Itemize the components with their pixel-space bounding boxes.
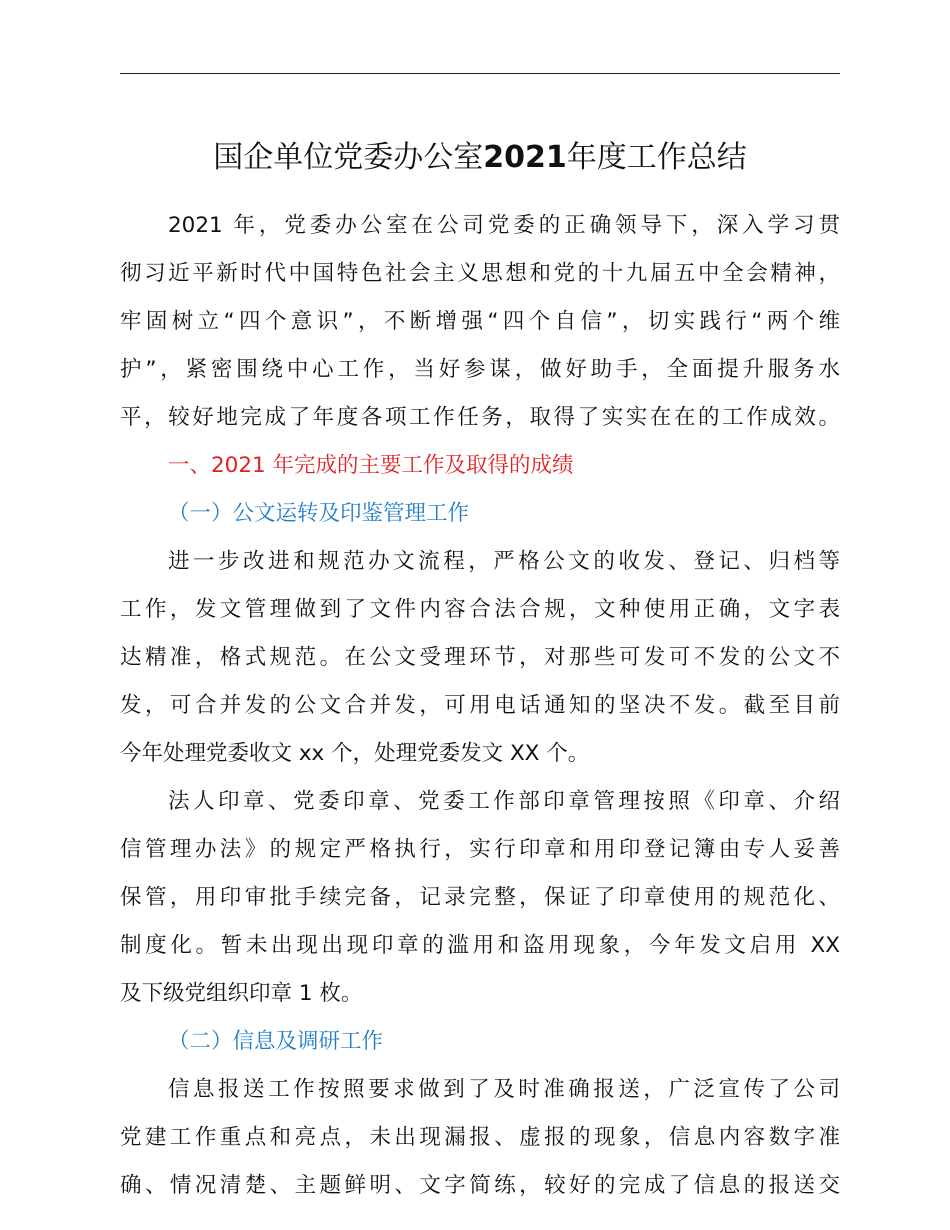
intro-line: 2021 年，党委办公室在公司党委的正确领导下，深入学习贯 <box>168 213 840 238</box>
para1-line: 工作，发文管理做到了文件内容合法合规，文种使用正确，文字表 <box>120 597 840 622</box>
title-text-part2: 年度工作总结 <box>566 140 747 175</box>
intro-line: 护”，紧密围绕中心工作，当好参谋，做好助手，全面提升服务水 <box>120 357 840 382</box>
para2-line: 法人印章、党委印章、党委工作部印章管理按照《印章、介绍 <box>168 789 840 814</box>
document-title <box>120 130 840 186</box>
para3-line: 信息报送工作按照要求做到了及时准确报送，广泛宣传了公司 <box>168 1077 840 1102</box>
para1-line: 发，可合并发的公文合并发，可用电话通知的坚决不发。截至目前 <box>120 693 840 718</box>
header-rule <box>120 73 840 74</box>
para3-line: 确、情况清楚、主题鲜明、文字简练，较好的完成了信息的报送交 <box>120 1173 840 1198</box>
subsection-heading-2: （二）信息及调研工作 <box>168 1029 384 1054</box>
para1-line: 达精准，格式规范。在公文受理环节，对那些可发可不发的公文不 <box>120 645 840 670</box>
subsection-heading-1: （一）公文运转及印鉴管理工作 <box>168 501 470 526</box>
para2-line: 制度化。暂未出现出现印章的滥用和盗用现象，今年发文启用 XX <box>120 933 840 958</box>
section-heading: 一、2021 年完成的主要工作及取得的成绩 <box>168 453 574 478</box>
para2-line: 保管，用印审批手续完备，记录完整，保证了印章使用的规范化、 <box>120 885 840 910</box>
para2-line: 信管理办法》的规定严格执行，实行印章和用印登记簿由专人妥善 <box>120 837 840 862</box>
intro-line: 牢固树立“四个意识”，不断增强“四个自信”，切实践行“两个维 <box>120 309 840 334</box>
intro-line: 平，较好地完成了年度各项工作任务，取得了实实在在的工作成效。 <box>120 405 840 430</box>
para3-line: 党建工作重点和亮点，未出现漏报、虚报的现象，信息内容数字准 <box>120 1125 840 1150</box>
para2-line: 及下级党组织印章 1 枚。 <box>120 981 363 1006</box>
para1-line: 进一步改进和规范办文流程，严格公文的收发、登记、归档等 <box>168 549 840 574</box>
title-text-part1: 国企单位党委办公室 <box>213 140 484 175</box>
intro-line: 彻习近平新时代中国特色社会主义思想和党的十九届五中全会精神， <box>120 261 840 286</box>
para1-line: 今年处理党委收文 xx 个，处理党委发文 XX 个。 <box>120 741 590 766</box>
title-year: 2021 <box>483 140 567 175</box>
